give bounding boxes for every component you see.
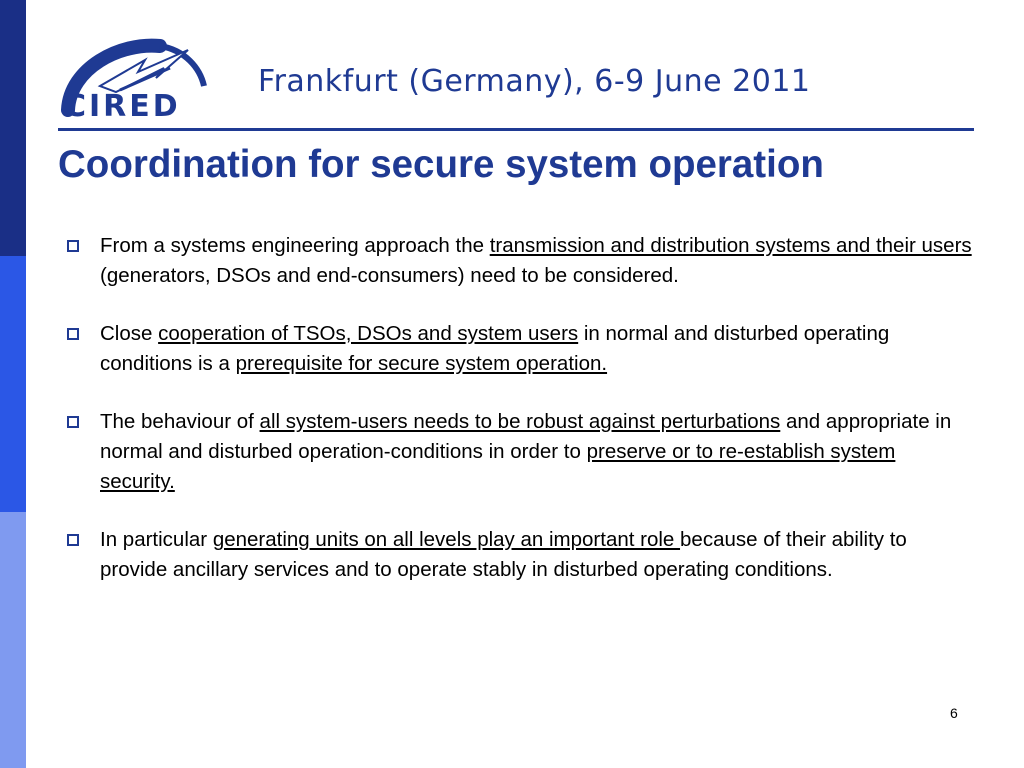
- bullet-text: From a systems engineering approach the: [100, 234, 490, 257]
- square-bullet-icon: [67, 328, 79, 340]
- bullet-text: (generators, DSOs and end-consumers) need to be considered.: [100, 264, 679, 287]
- cired-logo: [60, 38, 210, 122]
- bullet-text: In particular: [100, 528, 213, 551]
- bullet-emphasis: transmission and distribution systems and their users: [489, 234, 972, 257]
- bullet-item: [64, 407, 974, 497]
- bullet-item: [64, 525, 974, 585]
- bullet-emphasis: prerequisite for secure system operation.: [235, 352, 608, 375]
- bullet-item: [64, 231, 974, 291]
- bullet-text: because of their ability to provide ancillary services and to operate stably in disturbed operating conditions.: [100, 528, 907, 581]
- header-divider: [58, 128, 974, 131]
- side-stripe-mid: [0, 256, 26, 512]
- bullet-text: Close: [100, 322, 159, 345]
- slide-title: Coordination for secure system operation: [58, 143, 824, 186]
- side-stripe-dark: [0, 0, 26, 256]
- bullet-emphasis: preserve or to re-establish system security.: [100, 440, 896, 493]
- bullet-emphasis: generating units on all levels play an important role: [212, 528, 681, 551]
- square-bullet-icon: [67, 416, 79, 428]
- logo-text: CIRED: [64, 89, 181, 122]
- bullet-emphasis: all system-users needs to be robust against perturbations: [259, 410, 781, 433]
- bullet-text: and appropriate in normal and disturbed operation-conditions in order to: [100, 410, 952, 463]
- bullet-list: [64, 231, 974, 613]
- conference-date-location: Frankfurt (Germany), 6-9 June 2011: [258, 64, 811, 99]
- bullet-text: in normal and disturbed operating conditions is a: [100, 322, 890, 375]
- square-bullet-icon: [67, 240, 79, 252]
- bullet-item: [64, 319, 974, 379]
- bullet-emphasis: cooperation of TSOs, DSOs and system users: [158, 322, 579, 345]
- square-bullet-icon: [67, 534, 79, 546]
- bullet-text: The behaviour of: [100, 410, 260, 433]
- side-stripe-light: [0, 512, 26, 768]
- page-number: 6: [950, 705, 958, 721]
